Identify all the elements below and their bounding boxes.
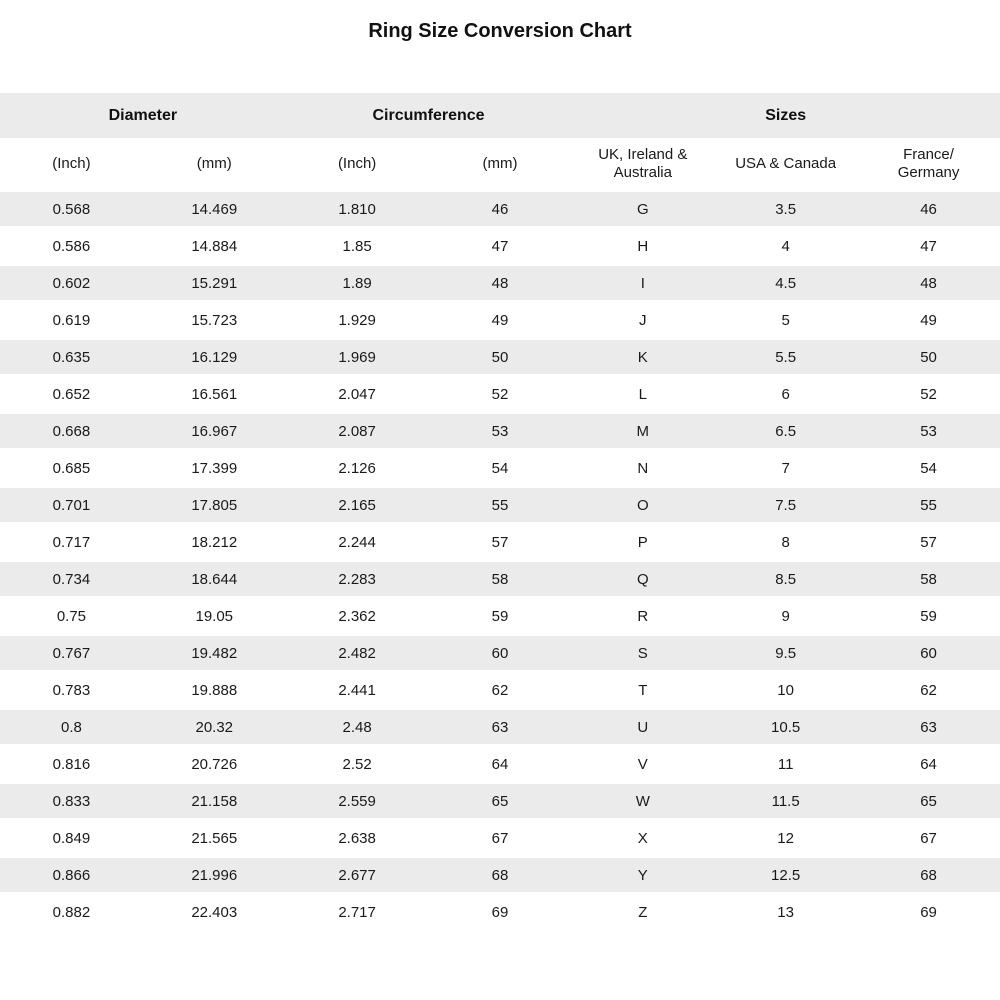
table-cell: 2.52 xyxy=(286,746,429,783)
column-header-circumference-inch: (Inch) xyxy=(286,138,429,191)
table-row xyxy=(0,339,1000,376)
table-cell: 46 xyxy=(429,191,572,228)
table-cell: 60 xyxy=(429,635,572,672)
table-cell: 21.158 xyxy=(143,783,286,820)
table-cell: 0.602 xyxy=(0,265,143,302)
table-cell: 47 xyxy=(429,228,572,265)
table-cell: 59 xyxy=(429,598,572,635)
column-header-diameter-inch: (Inch) xyxy=(0,138,143,191)
table-cell: 19.888 xyxy=(143,672,286,709)
table-row xyxy=(0,228,1000,265)
ring-size-conversion-table xyxy=(0,93,1000,932)
table-cell: 0.882 xyxy=(0,894,143,931)
table-cell: 5 xyxy=(714,302,857,339)
table-cell: 58 xyxy=(429,561,572,598)
table-body xyxy=(0,191,1000,931)
table-cell: 0.668 xyxy=(0,413,143,450)
table-cell: 16.967 xyxy=(143,413,286,450)
table-cell: 62 xyxy=(857,672,1000,709)
table-cell: 53 xyxy=(429,413,572,450)
table-cell: K xyxy=(571,339,714,376)
table-cell: 0.586 xyxy=(0,228,143,265)
table-cell: 0.619 xyxy=(0,302,143,339)
table-cell: 21.565 xyxy=(143,820,286,857)
table-cell: O xyxy=(571,487,714,524)
table-cell: 12 xyxy=(714,820,857,857)
table-cell: 62 xyxy=(429,672,572,709)
table-cell: 60 xyxy=(857,635,1000,672)
table-cell: 2.165 xyxy=(286,487,429,524)
column-header-france-germany: France/ Germany xyxy=(857,138,1000,191)
table-cell: 49 xyxy=(857,302,1000,339)
table-cell: 4 xyxy=(714,228,857,265)
table-cell: 11.5 xyxy=(714,783,857,820)
table-cell: 16.561 xyxy=(143,376,286,413)
table-row xyxy=(0,302,1000,339)
table-cell: 54 xyxy=(857,450,1000,487)
table-cell: 2.559 xyxy=(286,783,429,820)
table-cell: 59 xyxy=(857,598,1000,635)
table-cell: J xyxy=(571,302,714,339)
table-cell: 2.48 xyxy=(286,709,429,746)
table-cell: 15.723 xyxy=(143,302,286,339)
table-cell: 67 xyxy=(429,820,572,857)
table-cell: 1.89 xyxy=(286,265,429,302)
table-cell: 0.685 xyxy=(0,450,143,487)
table-cell: 20.726 xyxy=(143,746,286,783)
table-row xyxy=(0,598,1000,635)
page-title: Ring Size Conversion Chart xyxy=(368,20,632,42)
table-row xyxy=(0,265,1000,302)
table-cell: 17.399 xyxy=(143,450,286,487)
table-cell: 52 xyxy=(857,376,1000,413)
table-cell: 0.816 xyxy=(0,746,143,783)
table-row xyxy=(0,894,1000,931)
table-cell: 57 xyxy=(429,524,572,561)
table-row xyxy=(0,450,1000,487)
table-cell: 14.469 xyxy=(143,191,286,228)
group-header-sizes: Sizes xyxy=(571,93,1000,138)
table-cell: Z xyxy=(571,894,714,931)
table-cell: 1.929 xyxy=(286,302,429,339)
table-cell: 2.244 xyxy=(286,524,429,561)
table-cell: 19.482 xyxy=(143,635,286,672)
table-cell: 11 xyxy=(714,746,857,783)
table-cell: 6 xyxy=(714,376,857,413)
column-header-circumference-mm: (mm) xyxy=(429,138,572,191)
table-cell: 9 xyxy=(714,598,857,635)
table-cell: 2.283 xyxy=(286,561,429,598)
table-cell: I xyxy=(571,265,714,302)
table-cell: 12.5 xyxy=(714,857,857,894)
table-cell: 1.810 xyxy=(286,191,429,228)
table-cell: 14.884 xyxy=(143,228,286,265)
table-cell: 65 xyxy=(857,783,1000,820)
table-cell: 7 xyxy=(714,450,857,487)
table-cell: 0.866 xyxy=(0,857,143,894)
table-cell: 49 xyxy=(429,302,572,339)
table-cell: 68 xyxy=(429,857,572,894)
group-header-circumference: Circumference xyxy=(286,93,572,138)
table-row xyxy=(0,672,1000,709)
table-cell: 48 xyxy=(857,265,1000,302)
table-cell: G xyxy=(571,191,714,228)
table-row xyxy=(0,783,1000,820)
table-cell: R xyxy=(571,598,714,635)
table-row xyxy=(0,857,1000,894)
table-cell: 46 xyxy=(857,191,1000,228)
table-cell: 2.638 xyxy=(286,820,429,857)
table-cell: S xyxy=(571,635,714,672)
table-cell: P xyxy=(571,524,714,561)
table-cell: 13 xyxy=(714,894,857,931)
table-cell: 2.441 xyxy=(286,672,429,709)
table-cell: 47 xyxy=(857,228,1000,265)
table-cell: 69 xyxy=(857,894,1000,931)
table-cell: 20.32 xyxy=(143,709,286,746)
table-cell: 2.677 xyxy=(286,857,429,894)
table-cell: 57 xyxy=(857,524,1000,561)
table-cell: 68 xyxy=(857,857,1000,894)
table-cell: 50 xyxy=(857,339,1000,376)
table-cell: 2.126 xyxy=(286,450,429,487)
table-cell: 0.652 xyxy=(0,376,143,413)
table-row xyxy=(0,376,1000,413)
table-cell: 10.5 xyxy=(714,709,857,746)
table-cell: Q xyxy=(571,561,714,598)
table-cell: 0.833 xyxy=(0,783,143,820)
table-cell: 53 xyxy=(857,413,1000,450)
table-cell: V xyxy=(571,746,714,783)
table-cell: 0.701 xyxy=(0,487,143,524)
table-cell: H xyxy=(571,228,714,265)
table-row xyxy=(0,487,1000,524)
table-cell: 2.087 xyxy=(286,413,429,450)
table-cell: 55 xyxy=(429,487,572,524)
table-cell: 1.85 xyxy=(286,228,429,265)
table-cell: 17.805 xyxy=(143,487,286,524)
table-row xyxy=(0,561,1000,598)
table-cell: 1.969 xyxy=(286,339,429,376)
table-cell: 16.129 xyxy=(143,339,286,376)
table-cell: N xyxy=(571,450,714,487)
table-cell: 64 xyxy=(857,746,1000,783)
table-cell: 2.047 xyxy=(286,376,429,413)
table-cell: X xyxy=(571,820,714,857)
table-cell: L xyxy=(571,376,714,413)
column-header-diameter-mm: (mm) xyxy=(143,138,286,191)
table-cell: 3.5 xyxy=(714,191,857,228)
table-cell: 5.5 xyxy=(714,339,857,376)
table-cell: 58 xyxy=(857,561,1000,598)
table-cell: 54 xyxy=(429,450,572,487)
table-cell: 19.05 xyxy=(143,598,286,635)
table-row xyxy=(0,709,1000,746)
table-cell: 50 xyxy=(429,339,572,376)
group-header-diameter: Diameter xyxy=(0,93,286,138)
table-cell: 18.644 xyxy=(143,561,286,598)
table-cell: 55 xyxy=(857,487,1000,524)
table-cell: 69 xyxy=(429,894,572,931)
group-header-row xyxy=(0,93,1000,138)
table-cell: 0.635 xyxy=(0,339,143,376)
table-cell: 9.5 xyxy=(714,635,857,672)
table-cell: 22.403 xyxy=(143,894,286,931)
table-cell: 6.5 xyxy=(714,413,857,450)
table-row xyxy=(0,524,1000,561)
table-cell: T xyxy=(571,672,714,709)
table-cell: W xyxy=(571,783,714,820)
table-cell: 65 xyxy=(429,783,572,820)
table-cell: 0.8 xyxy=(0,709,143,746)
table-cell: Y xyxy=(571,857,714,894)
table-cell: 0.568 xyxy=(0,191,143,228)
column-header-uk-ireland-australia: UK, Ireland & Australia xyxy=(571,138,714,191)
table-cell: 4.5 xyxy=(714,265,857,302)
table-cell: 2.717 xyxy=(286,894,429,931)
table-cell: 48 xyxy=(429,265,572,302)
table-row xyxy=(0,635,1000,672)
table-cell: 7.5 xyxy=(714,487,857,524)
table-cell: 0.734 xyxy=(0,561,143,598)
table-cell: 67 xyxy=(857,820,1000,857)
table-cell: 2.362 xyxy=(286,598,429,635)
table-cell: 0.717 xyxy=(0,524,143,561)
table-cell: 8 xyxy=(714,524,857,561)
table-row xyxy=(0,191,1000,228)
table-row xyxy=(0,820,1000,857)
table-cell: 0.767 xyxy=(0,635,143,672)
table-cell: 10 xyxy=(714,672,857,709)
table-cell: M xyxy=(571,413,714,450)
table-cell: 63 xyxy=(429,709,572,746)
table-cell: 2.482 xyxy=(286,635,429,672)
table-cell: 52 xyxy=(429,376,572,413)
table-cell: U xyxy=(571,709,714,746)
table-cell: 18.212 xyxy=(143,524,286,561)
table-cell: 15.291 xyxy=(143,265,286,302)
table-cell: 63 xyxy=(857,709,1000,746)
table-cell: 0.849 xyxy=(0,820,143,857)
table-cell: 8.5 xyxy=(714,561,857,598)
column-header-row xyxy=(0,138,1000,191)
table-cell: 0.75 xyxy=(0,598,143,635)
table-row xyxy=(0,746,1000,783)
column-header-usa-canada: USA & Canada xyxy=(714,138,857,191)
table-cell: 64 xyxy=(429,746,572,783)
table-cell: 0.783 xyxy=(0,672,143,709)
table-row xyxy=(0,413,1000,450)
table-cell: 21.996 xyxy=(143,857,286,894)
